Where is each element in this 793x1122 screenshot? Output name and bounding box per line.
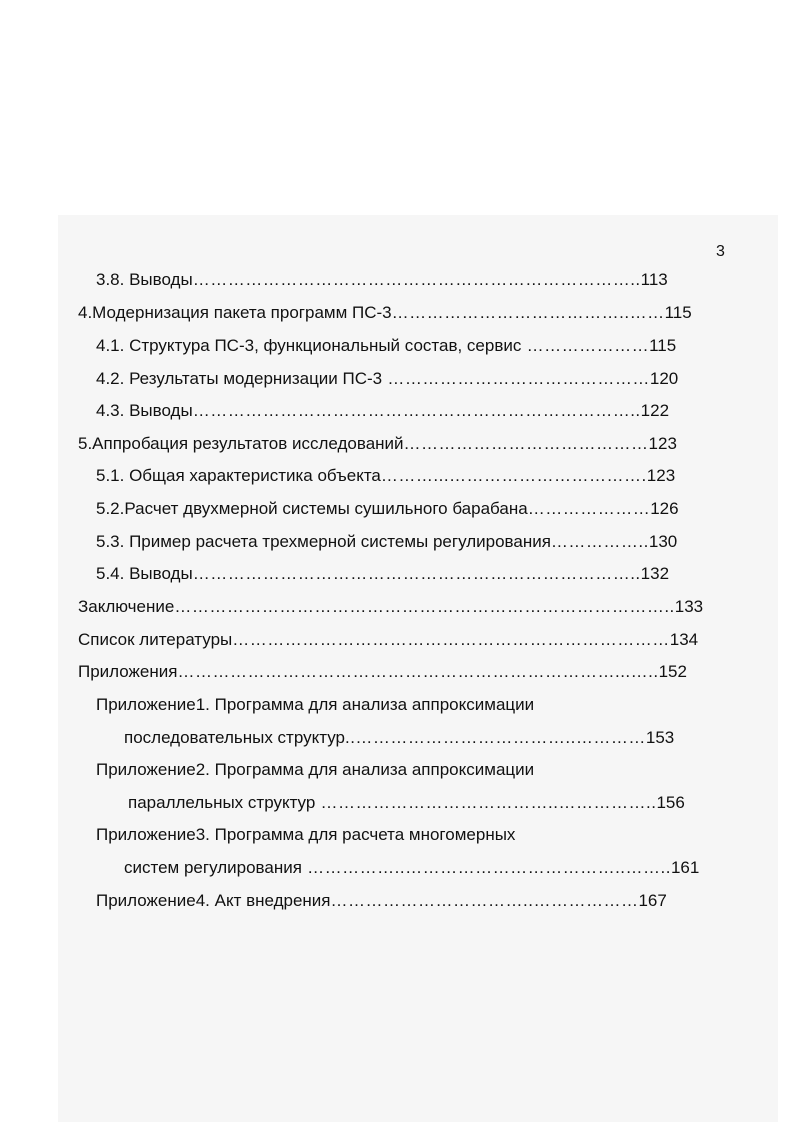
toc-entry-page: 161	[670, 858, 700, 877]
toc-entry-title: Приложения	[78, 662, 178, 681]
toc-entry-page: 156	[656, 793, 685, 812]
toc-entry[interactable]	[96, 268, 726, 292]
toc-entry-title: 4.Модернизация пакета программ ПС-3	[78, 303, 392, 322]
toc-entry[interactable]	[96, 464, 726, 488]
toc-entry[interactable]	[96, 758, 726, 782]
toc-entry-leader: …………………………………..……………..	[315, 793, 657, 812]
toc-entry-leader: ……………..………………………………..……..	[301, 858, 671, 877]
toc-entry-title: Приложение1. Программа для анализа аппроксимации	[96, 695, 535, 714]
toc-entry-leader: …………………	[527, 499, 651, 518]
toc-entry-title: Приложение4. Акт внедрения	[96, 891, 331, 910]
toc-entry[interactable]	[124, 856, 726, 880]
toc-entry-title: 5.2.Расчет двухмерной системы сушильного барабана	[96, 499, 528, 518]
toc-entry[interactable]	[96, 497, 726, 521]
toc-entry-page: 120	[649, 369, 679, 388]
toc-entry-page: 134	[669, 630, 699, 649]
toc-entry-title: 5.Аппробация результатов исследований	[78, 434, 404, 453]
toc-entry-title: 4.3. Выводы	[96, 401, 193, 420]
toc-entry-leader: …………………………………………………………………..	[192, 270, 641, 289]
toc-entry-page: 115	[649, 336, 677, 355]
toc-entry-leader: …………………………………………………………………..	[192, 401, 641, 420]
toc-entry-page: 167	[638, 891, 667, 910]
page-number: 3	[716, 243, 725, 260]
toc-entry-leader: ..………………………………..…………	[344, 728, 646, 747]
toc-entry-title: параллельных структур	[128, 793, 316, 812]
toc-entry-title: 4.2. Результаты модернизации ПС-3	[96, 369, 383, 388]
toc-entry[interactable]	[96, 562, 726, 586]
toc-entry[interactable]	[78, 301, 724, 325]
toc-entry-page: 113	[640, 270, 668, 289]
toc-entry-page: 153	[645, 728, 675, 747]
toc-entry-leader: …………………………………………………………………	[232, 630, 670, 649]
toc-entry[interactable]	[78, 628, 724, 652]
toc-entry[interactable]	[96, 823, 726, 847]
toc-entry[interactable]	[128, 791, 726, 815]
toc-entry-page: 132	[640, 564, 670, 583]
toc-entry[interactable]	[78, 432, 724, 456]
toc-entry-page: 130	[648, 532, 678, 551]
toc-entry-title: Приложение2. Программа для анализа аппроксимации	[96, 760, 535, 779]
toc-entry-leader: ……………………………………	[403, 434, 649, 453]
toc-entry-leader: ……………..	[550, 532, 649, 551]
toc-entry-leader: …………………………………………………………………………..	[174, 597, 675, 616]
toc-entry-title: Список литературы	[78, 630, 233, 649]
toc-entry-title: последовательных структур	[124, 728, 345, 747]
toc-entry[interactable]	[124, 726, 726, 750]
toc-entry[interactable]	[96, 889, 726, 913]
toc-entry-title: 5.4. Выводы	[96, 564, 193, 583]
toc-entry-leader: …………………………………………………………………..	[192, 564, 641, 583]
toc-entry-title: 3.8. Выводы	[96, 270, 193, 289]
toc-entry[interactable]	[78, 595, 724, 619]
toc-entry[interactable]	[96, 693, 726, 717]
toc-entry-leader: ………………………………………	[382, 369, 650, 388]
toc-entry-leader: …………………………………..……	[391, 303, 665, 322]
toc-entry-title: 4.1. Структура ПС-3, функциональный состав, сервис	[96, 336, 522, 355]
toc-entry-leader: ……………………………..………………	[330, 891, 639, 910]
toc-entry[interactable]	[96, 334, 726, 358]
toc-entry[interactable]	[96, 399, 726, 423]
toc-entry-page: 123	[646, 466, 676, 485]
toc-entry-page: 123	[648, 434, 677, 453]
toc-entry-leader: …………………………………………………………………...…..	[177, 662, 659, 681]
toc-entry-title: Приложение3. Программа для расчета многомерных	[96, 825, 516, 844]
toc-entry[interactable]	[96, 367, 726, 391]
toc-entry-page: 126	[650, 499, 679, 518]
toc-entry-page: 133	[674, 597, 704, 616]
toc-entry[interactable]	[96, 530, 726, 554]
toc-entry-title: систем регулирования	[124, 858, 302, 877]
toc-entry-page: 115	[664, 303, 692, 322]
toc-entry-page: 122	[640, 401, 670, 420]
toc-entry-title: 5.3. Пример расчета трехмерной системы регулирования	[96, 532, 551, 551]
toc-entry-leader: …………………	[521, 336, 650, 355]
toc-entry-title: Заключение	[78, 597, 175, 616]
toc-entry-page: 152	[658, 662, 687, 681]
toc-entry[interactable]	[78, 660, 724, 684]
toc-entry-leader: ………...…………………………….	[380, 466, 647, 485]
toc-entry-title: 5.1. Общая характеристика объекта	[96, 466, 381, 485]
